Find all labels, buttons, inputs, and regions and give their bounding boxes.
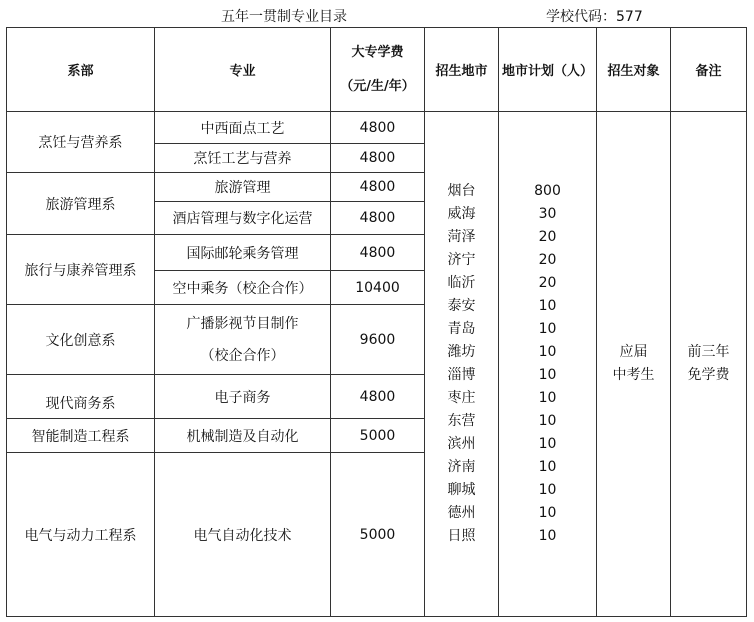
- major-cell: 旅游管理: [155, 173, 331, 202]
- city-item: 淄博: [447, 367, 476, 383]
- fee-cell: 10400: [331, 271, 425, 305]
- plan-item: 10: [538, 459, 557, 475]
- dept-cell: 旅游管理系: [7, 173, 155, 235]
- plan-item: 10: [538, 482, 557, 498]
- program-catalog-table: [6, 27, 747, 617]
- major-cell: 中西面点工艺: [155, 112, 331, 144]
- header-fee-line1: 大专学费: [351, 44, 404, 60]
- plan-item: 20: [538, 275, 557, 291]
- city-item: 济南: [447, 459, 476, 475]
- city-item: 菏泽: [447, 229, 476, 245]
- plan-item: 800: [534, 183, 561, 199]
- fee-cell: 5000: [331, 453, 425, 617]
- dept-cell: 电气与动力工程系: [7, 453, 155, 617]
- header-dept: 系部: [7, 28, 155, 112]
- header-target: 招生对象: [597, 28, 671, 112]
- table-row: [7, 112, 747, 144]
- dept-cell: 智能制造工程系: [7, 419, 155, 453]
- major-cell: 机械制造及自动化: [155, 419, 331, 453]
- catalog-title: 五年一贯制专业目录: [221, 9, 347, 25]
- fee-cell: 4800: [331, 144, 425, 173]
- plan-item: 20: [538, 252, 557, 268]
- city-item: 威海: [447, 206, 476, 222]
- plan-item: 10: [538, 344, 557, 360]
- dept-cell: 现代商务系: [7, 375, 155, 419]
- major-cell: 电子商务: [155, 375, 331, 419]
- city-item: 青岛: [447, 321, 476, 337]
- target-line1: 应届: [619, 344, 648, 360]
- dept-cell: 文化创意系: [7, 305, 155, 375]
- plan-item: 30: [538, 206, 557, 222]
- plan-item: 10: [538, 505, 557, 521]
- dept-cell: 烹饪与营养系: [7, 112, 155, 173]
- city-item: 济宁: [447, 252, 476, 268]
- city-item: 临沂: [447, 275, 476, 291]
- target-line2: 中考生: [612, 367, 655, 383]
- fee-cell: 5000: [331, 419, 425, 453]
- fee-cell: 4800: [331, 202, 425, 235]
- header-major: 专业: [155, 28, 331, 112]
- header-plan: 地市计划（人）: [499, 28, 597, 112]
- city-item: 烟台: [447, 183, 476, 199]
- note-cell: [671, 112, 747, 617]
- plan-column: [499, 112, 597, 617]
- header-note: 备注: [671, 28, 747, 112]
- major-cell: 电气自动化技术: [155, 453, 331, 617]
- city-column: [425, 112, 499, 617]
- note-line2: 免学费: [687, 367, 730, 383]
- fee-cell: 4800: [331, 112, 425, 144]
- plan-item: 20: [538, 229, 557, 245]
- city-item: 东营: [447, 413, 476, 429]
- plan-item: 10: [538, 298, 557, 314]
- city-item: 泰安: [447, 298, 476, 314]
- fee-cell: 9600: [331, 305, 425, 375]
- major-line1: 广播影视节目制作: [186, 315, 299, 332]
- plan-item: 10: [538, 321, 557, 337]
- city-item: 枣庄: [447, 390, 476, 406]
- fee-cell: 4800: [331, 235, 425, 271]
- fee-cell: 4800: [331, 173, 425, 202]
- plan-item: 10: [538, 390, 557, 406]
- plan-item: 10: [538, 436, 557, 452]
- note-line1: 前三年: [687, 344, 730, 360]
- city-item: 滨州: [447, 436, 476, 452]
- major-cell: [155, 305, 331, 375]
- dept-cell: 旅行与康养管理系: [7, 235, 155, 305]
- city-item: 日照: [447, 528, 476, 544]
- fee-cell: 4800: [331, 375, 425, 419]
- school-code: 学校代码：577: [546, 9, 643, 25]
- major-cell: 酒店管理与数字化运营: [155, 202, 331, 235]
- plan-item: 10: [538, 528, 557, 544]
- major-line2: （校企合作）: [200, 347, 285, 364]
- header-fee-line2: （元/生/年）: [340, 78, 415, 94]
- city-item: 德州: [447, 505, 476, 521]
- city-item: 潍坊: [447, 344, 476, 360]
- major-cell: 空中乘务（校企合作）: [155, 271, 331, 305]
- header-row: [7, 28, 747, 112]
- city-item: 聊城: [447, 482, 476, 498]
- header-city: 招生地市: [425, 28, 499, 112]
- target-cell: [597, 112, 671, 617]
- major-cell: 国际邮轮乘务管理: [155, 235, 331, 271]
- header-fee: [331, 28, 425, 112]
- plan-item: 10: [538, 367, 557, 383]
- plan-item: 10: [538, 413, 557, 429]
- major-cell: 烹饪工艺与营养: [155, 144, 331, 173]
